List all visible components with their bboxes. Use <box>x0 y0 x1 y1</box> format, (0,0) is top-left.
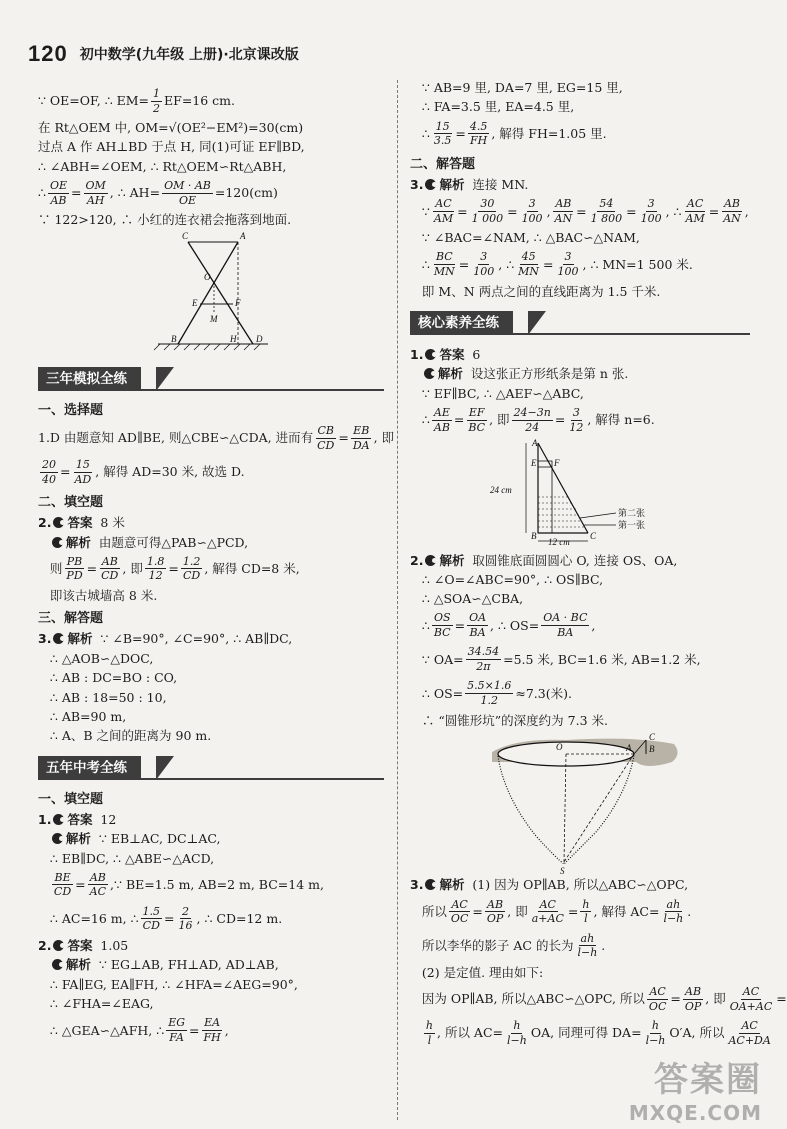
fraction: $\frac{AB}{OP}$ <box>486 897 504 926</box>
solution-line: $\frac{h}{l}$ , 所以 AC= $\frac{h}{l-h}$ OA, 同理可得 DA= $\frac{h}{l-h}$ O′A, 所以 $\frac{AC}{AC+DA}$ <box>425 1018 771 1047</box>
solution-line: $\frac{20}{40}$ = $\frac{15}{AD}$ , 解得 AD=30 米, 故选 D. <box>42 457 245 486</box>
explanation-line: 解析 由题意可得△PAB∽△PCD, <box>38 533 384 552</box>
label-O: O <box>556 742 563 753</box>
label-E: E <box>192 297 198 308</box>
solution-line: ∴ A、B 之间的距离为 90 m. <box>49 728 212 744</box>
explanation-icon <box>425 555 436 566</box>
explanation-line: 3. 解析 连接 MN. <box>410 176 529 192</box>
solution-line: ∴ ∠ABH=∠OEM, ∴ Rt△OEM∽Rt△ABH, <box>38 158 287 174</box>
fraction: $\frac{3}{100}$ <box>557 250 579 279</box>
fraction: $\frac{AC}{AC+DA}$ <box>728 1018 771 1047</box>
explanation-line: 2. 解析 取圆锥底面圆圆心 O, 连接 OS、OA, <box>410 552 678 568</box>
solution-line: ∴ AC=16 m, ∴ $\frac{1.5}{CD}$ = $\frac{2}{16}$ , ∴ CD=12 m. <box>49 904 283 933</box>
watermark-url: MXQE.COM <box>628 1101 762 1125</box>
solution-line: 即 M、N 两点之间的直线距离为 1.5 千米. <box>421 283 661 299</box>
fraction: $\frac{PB}{PD}$ <box>66 554 83 583</box>
fraction: $\frac{AB}{AC}$ <box>89 870 107 899</box>
fraction: $\frac{h}{l}$ <box>582 897 590 926</box>
section-band <box>38 756 384 784</box>
explanation-icon <box>53 633 64 644</box>
fraction: $\frac{h}{l}$ <box>425 1018 434 1047</box>
fraction: $\frac{BE}{CD}$ <box>53 870 72 899</box>
explanation-icon <box>425 879 436 890</box>
explanation-line: 解析 ∵ EB⊥AC, DC⊥AC, <box>38 829 384 848</box>
solution-line: ∵ EF∥BC, ∴ △AEF∽△ABC, <box>421 385 584 401</box>
right-column <box>410 78 787 1050</box>
fraction: $\frac{EB}{DA}$ <box>352 423 370 452</box>
fraction: $\frac{AC}{OA+AC}$ <box>729 984 773 1013</box>
left-column <box>38 84 395 1047</box>
section-title: 核心素养全练 <box>410 311 513 335</box>
fraction: $\frac{20}{40}$ <box>42 457 56 486</box>
solution-line: 即该古城墙高 8 米. <box>49 587 158 603</box>
fraction: $\frac{OS}{BC}$ <box>433 611 451 640</box>
label-B: B <box>171 333 177 344</box>
solution-line: 则 $\frac{PB}{PD}$ = $\frac{AB}{CD}$ , 即 $\frac{1.8}{12}$ = $\frac{1.2}{CD}$ , 解得 CD=8 米, <box>38 554 300 583</box>
label-D: D <box>256 333 263 344</box>
explanation-icon <box>424 368 435 379</box>
fraction: $\frac{OE}{AB}$ <box>49 178 68 207</box>
fraction: $\frac{AC}{OC}$ <box>648 984 667 1013</box>
fraction: $\frac{AC}{AM}$ <box>685 197 705 225</box>
fraction: $\frac{AB}{OP}$ <box>684 984 702 1013</box>
solution-line: ∴ $\frac{OE}{AB}$ = $\frac{OM}{AH}$ , ∴ AH= $\frac{OM \cdot AB}{OE}$ =120(cm) <box>38 178 278 207</box>
answer-line: 2. 答案 8 米 <box>38 515 125 531</box>
geometry-figure-mirror <box>38 230 384 352</box>
solution-line: 所以李华的影子 AC 的长为 $\frac{ah}{l-h}$ . <box>421 931 606 960</box>
solution-line: ∴ ∠FHA=∠EAG, <box>49 996 154 1012</box>
fraction: $\frac{3}{12}$ <box>569 405 584 434</box>
solution-line: ∴ FA∥EG, EA∥FH, ∴ ∠HFA=∠AEG=90°, <box>49 976 298 992</box>
label-M: M <box>210 313 218 324</box>
solution-line: ∴ ∠O=∠ABC=90°, ∴ OS∥BC, <box>421 571 604 587</box>
explanation-line: 3. 解析 ∵ ∠B=90°, ∠C=90°, ∴ AB∥DC, <box>38 631 293 647</box>
fraction: $\frac{1.8}{12}$ <box>146 554 165 583</box>
section-band <box>38 367 384 395</box>
subsection-title: 三、解答题 <box>38 611 104 627</box>
fraction: $\frac{2}{16}$ <box>178 904 193 933</box>
fraction: $\frac{4.5}{FH}$ <box>469 119 488 148</box>
answer-icon <box>53 517 64 528</box>
explanation-line: 解析 ∵ EG⊥AB, FH⊥AD, AD⊥AB, <box>38 955 384 974</box>
fraction: $\frac{AC}{OC}$ <box>450 897 469 926</box>
solution-line: 因为 OP∥AB, 所以△ABC∽△OPC, 所以 $\frac{AC}{OC}$ = $\frac{AB}{OP}$ , 即 $\frac{AC}{OA+AC}$ = <box>421 984 787 1013</box>
solution-line: ∴ $\frac{BC}{MN}$ = $\frac{3}{100}$ , ∴ $\frac{45}{MN}$ = $\frac{3}{100}$ , ∴ MN=1 500 米. <box>410 250 693 279</box>
fraction: $\frac{ah}{l-h}$ <box>663 897 684 926</box>
fraction: $\frac{1.5}{CD}$ <box>142 904 161 933</box>
solution-line: ∴ AB : DC=BO : CO, <box>49 670 178 686</box>
solution-line: ∵ OA= $\frac{34.54}{2\pi}$ =5.5 米, BC=1.6 米, AB=1.2 米, <box>421 645 701 674</box>
answer-icon <box>425 349 436 360</box>
solution-line: ∵ ∠BAC=∠NAM, ∴ △BAC∽△NAM, <box>421 230 640 246</box>
label-C: C <box>590 531 597 542</box>
label-C: C <box>649 732 656 743</box>
fraction: $\frac{EA}{FH}$ <box>203 1016 221 1044</box>
fraction: $\frac{34.54}{2\pi}$ <box>467 645 500 674</box>
section-title: 五年中考全练 <box>38 756 141 780</box>
explanation-icon <box>52 537 63 548</box>
solution-line: ∴ $\frac{AE}{AB}$ = $\frac{EF}{BC}$ , 即 $\frac{24-3n}{24}$ = $\frac{3}{12}$ , 解得 n=6. <box>410 405 655 434</box>
fraction: $\frac{AC}{a+AC}$ <box>531 897 564 926</box>
solution-line: ∴ △AOB∽△DOC, <box>49 650 154 666</box>
fraction: $\frac{45}{MN}$ <box>518 250 540 279</box>
explanation-line: 3. 解析 (1) 因为 OP∥AB, 所以△ABC∽△OPC, <box>410 877 689 893</box>
fraction: $\frac{1.2}{CD}$ <box>182 554 201 583</box>
cone-pit-figure <box>410 730 750 877</box>
answer-line: 2. 答案 1.05 <box>38 937 129 953</box>
height-label: 24 cm <box>490 485 512 496</box>
fraction: $\frac{EG}{FA}$ <box>168 1016 186 1044</box>
solution-line: ∴ $\frac{15}{3.5}$ = $\frac{4.5}{FH}$ , 解得 FH=1.05 里. <box>410 119 607 148</box>
fraction: $\frac{BC}{MN}$ <box>433 250 455 279</box>
answer-icon <box>53 814 64 825</box>
column-divider <box>397 80 398 1120</box>
fraction: $\frac{15}{3.5}$ <box>433 119 452 148</box>
fraction: $\frac{24-3n}{24}$ <box>513 405 551 434</box>
subsection-title: 一、选择题 <box>38 402 104 418</box>
fraction: $\frac{AC}{AM}$ <box>433 197 454 225</box>
solution-line: $\frac{BE}{CD}$ = $\frac{AB}{AC}$ , ∵ BE=1.5 m, AB=2 m, BC=14 m, <box>53 870 324 899</box>
explanation-icon <box>52 959 63 970</box>
fraction: $\frac{AB}{CD}$ <box>101 554 119 583</box>
book-title: 初中数学(九年级 上册)·北京课改版 <box>79 47 299 63</box>
solution-line: ∴ $\frac{OS}{BC}$ = $\frac{OA}{BA}$ , ∴ OS= $\frac{OA \cdot BC}{BA}$ , <box>410 611 596 640</box>
subsection-title: 二、解答题 <box>410 156 476 172</box>
solution-line: ∵ $\frac{AC}{AM}$ = $\frac{30}{1 000}$ = $\frac{3}{100}$ , $\frac{AB}{AN}$ = $\frac{54}{1 800}$ = $\frac{3}{100}$ , ∴ $\frac{AC}{AM}$ = $\frac{AB}{AN}$ , <box>410 197 749 225</box>
section-band <box>410 311 750 339</box>
strip-label-first: 第一张 <box>618 520 646 531</box>
answer-line: 1. 答案 12 <box>38 811 117 827</box>
fraction: $\frac{30}{1 000}$ <box>471 197 504 225</box>
fraction: $\frac{EF}{BC}$ <box>468 405 486 434</box>
solution-line: ∴ “圆锥形坑”的深度约为 7.3 米. <box>421 712 608 728</box>
label-B: B <box>531 531 537 542</box>
answer-icon <box>53 940 64 951</box>
solution-line: ∴ EB∥DC, ∴ △ABE∽△ACD, <box>49 850 215 866</box>
paper-strip-figure <box>410 437 750 548</box>
strip-label-second: 第二张 <box>618 508 646 519</box>
solution-line: ∴ △SOA∽△CBA, <box>421 591 524 607</box>
page-header <box>28 40 299 68</box>
solution-line: 过点 A 作 AH⊥BD 于点 H, 同(1)可证 EF∥BD, <box>38 139 305 155</box>
solution-line: ∴ AB : 18=50 : 10, <box>49 689 167 705</box>
fraction: $\frac{OM}{AH}$ <box>85 178 106 207</box>
label-F: F <box>235 297 241 308</box>
fraction: $\frac{3}{100}$ <box>473 250 495 279</box>
label-B: B <box>649 744 655 755</box>
label-A: A <box>626 743 632 754</box>
fraction: $\frac{OA}{BA}$ <box>469 611 487 640</box>
fraction: $\frac{1}{2}$ <box>153 86 161 115</box>
fraction: $\frac{h}{l-h}$ <box>507 1018 527 1047</box>
fraction: $\frac{OM \cdot AB}{OE}$ <box>164 178 211 207</box>
explanation-icon <box>52 833 63 844</box>
solution-line: ∴ △GEA∽△AFH, ∴ $\frac{EG}{FA}$ = $\frac{EA}{FH}$ , <box>49 1016 229 1044</box>
solution-line: ∵ AB=9 里, DA=7 里, EG=15 里, <box>421 80 623 95</box>
label-C: C <box>182 230 189 241</box>
fraction: $\frac{ah}{l-h}$ <box>577 931 598 960</box>
fraction: $\frac{5.5\times 1.6}{1.2}$ <box>467 679 512 708</box>
label-E: E <box>531 458 537 469</box>
explanation-line: 解析 设这张正方形纸条是第 n 张. <box>410 364 750 383</box>
fraction: $\frac{h}{l-h}$ <box>645 1018 666 1047</box>
label-A: A <box>532 438 538 449</box>
solution-line: 所以 $\frac{AC}{OC}$ = $\frac{AB}{OP}$ , 即 $\frac{AC}{a+AC}$ = $\frac{h}{l}$ , 解得 AC= $\frac{ah}{l-h}$ . <box>410 897 692 926</box>
fraction: $\frac{54}{1 800}$ <box>590 197 623 225</box>
label-H: H <box>230 333 237 344</box>
solution-line: 在 Rt△OEM 中, OM=√(OE²−EM²)=30(cm) <box>38 120 304 135</box>
fraction: $\frac{OA \cdot BC}{BA}$ <box>543 611 588 640</box>
fraction: $\frac{3}{100}$ <box>521 197 543 225</box>
solution-line: ∴ OS= $\frac{5.5\times 1.6}{1.2}$ ≈7.3(米). <box>421 679 572 708</box>
solution-line: ∵ OE=OF, ∴ EM= $\frac{1}{2}$ EF=16 cm. <box>38 86 236 115</box>
label-F: F <box>554 458 560 469</box>
watermark <box>629 1052 762 1125</box>
page-number: 120 <box>28 41 68 66</box>
fraction: $\frac{AE}{AB}$ <box>433 405 450 434</box>
subsection-title: 一、填空题 <box>38 791 104 807</box>
solution-line: ∴ AB=90 m, <box>49 708 127 724</box>
subsection-title: 二、填空题 <box>38 495 104 511</box>
label-S: S <box>560 866 565 877</box>
fraction: $\frac{3}{100}$ <box>640 197 662 225</box>
answer-line: 1. 答案 6 <box>410 347 481 363</box>
solution-line: 1.D 由题意知 AD∥BE, 则△CBE∽△CDA, 进而有 $\frac{CB}{CD}$ = $\frac{EB}{DA}$ , 即 <box>38 423 395 452</box>
section-title: 三年模拟全练 <box>38 367 141 391</box>
label-O: O <box>204 271 211 282</box>
watermark-logo-text: 答案圈 <box>654 1060 762 1100</box>
explanation-icon <box>425 179 436 190</box>
solution-line: ∴ FA=3.5 里, EA=4.5 里, <box>421 99 575 115</box>
solution-line: ∵ 122>120, ∴ 小红的连衣裙会拖落到地面. <box>38 212 292 228</box>
width-label: 12 cm <box>548 537 570 548</box>
fraction: $\frac{AB}{AN}$ <box>554 197 573 225</box>
fraction: $\frac{AB}{AN}$ <box>723 197 741 225</box>
label-A: A <box>240 230 246 241</box>
solution-line: (2) 是定值. 理由如下: <box>421 964 544 980</box>
fraction: $\frac{CB}{CD}$ <box>317 423 335 452</box>
fraction: $\frac{15}{AD}$ <box>74 457 92 486</box>
